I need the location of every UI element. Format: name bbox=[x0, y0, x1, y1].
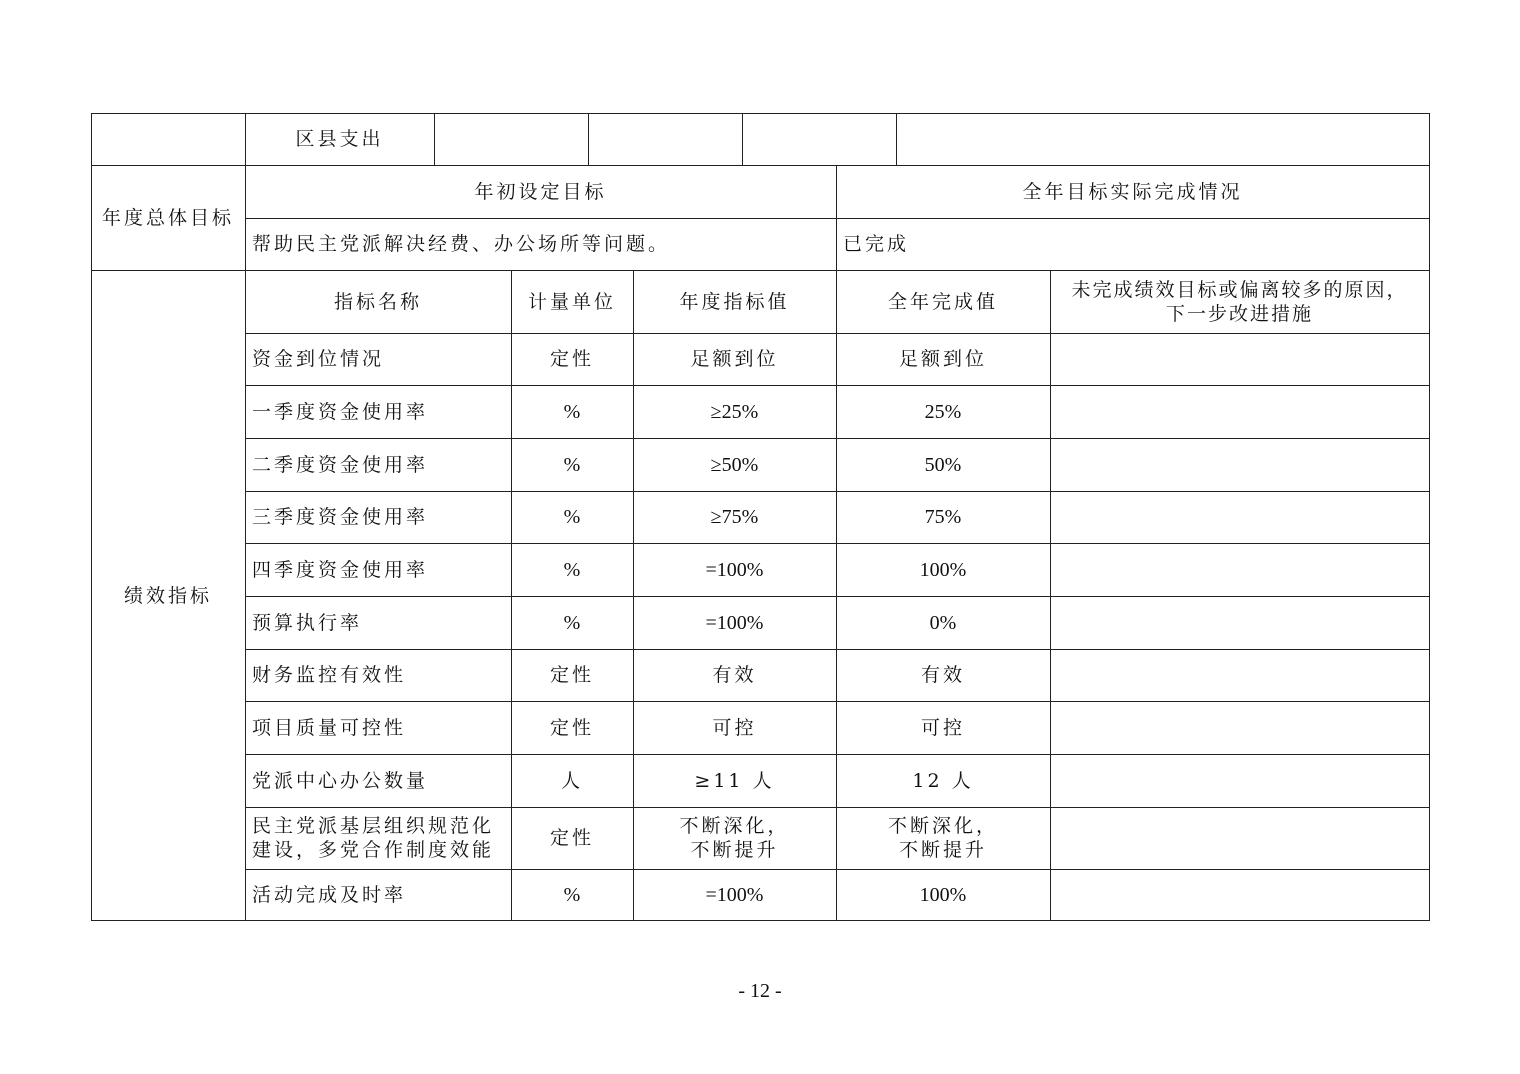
indicator-unit: 定性 bbox=[549, 716, 594, 739]
col-divider bbox=[588, 113, 589, 165]
initial-goal-value: 帮助民主党派解决经费、办公场所等问题。 bbox=[252, 233, 671, 255]
indicator-name: 活动完成及时率 bbox=[252, 883, 407, 906]
indicator-name: 预算执行率 bbox=[252, 611, 363, 634]
header-reason-line1: 未完成绩效目标或偏离较多的原因， bbox=[1071, 278, 1408, 301]
indicator-target: ≥75% bbox=[710, 506, 759, 528]
indicator-actual-line1: 不断深化， bbox=[887, 815, 998, 837]
header-indicator-name: 指标名称 bbox=[333, 290, 422, 313]
header-reason bbox=[1050, 270, 1429, 333]
actual-completion-value: 已完成 bbox=[843, 233, 910, 255]
region-expenditure-label: 区县支出 bbox=[295, 128, 384, 150]
indicator-target-line2: 不断提升 bbox=[690, 839, 779, 861]
table-border-right bbox=[1429, 113, 1430, 921]
indicator-target-line1: 不断深化， bbox=[679, 815, 790, 837]
indicator-name: 一季度资金使用率 bbox=[252, 400, 429, 423]
header-annual-actual: 全年完成值 bbox=[887, 290, 998, 313]
annual-goal-label: 年度总体目标 bbox=[101, 206, 234, 229]
indicator-unit: % bbox=[563, 883, 581, 906]
indicator-target: =100% bbox=[705, 558, 764, 581]
indicator-unit: 人 bbox=[560, 769, 583, 792]
indicator-unit: % bbox=[563, 400, 581, 423]
performance-indicator-label: 绩效指标 bbox=[123, 584, 212, 607]
indicator-target: =100% bbox=[705, 883, 764, 906]
indicator-actual: 25% bbox=[924, 400, 962, 423]
col-divider bbox=[434, 113, 435, 165]
initial-goal-header: 年初设定目标 bbox=[474, 180, 607, 203]
header-reason-line2: 下一步改进措施 bbox=[1165, 302, 1313, 325]
indicator-target: ≥11 人 bbox=[694, 769, 775, 792]
indicator-actual: 100% bbox=[919, 883, 967, 906]
indicator-unit: 定性 bbox=[549, 664, 594, 686]
indicator-actual-line2: 不断提升 bbox=[898, 839, 987, 861]
indicator-name: 四季度资金使用率 bbox=[252, 558, 429, 581]
col-divider bbox=[742, 113, 743, 165]
indicator-target: ≥25% bbox=[710, 400, 759, 423]
indicator-target: ≥50% bbox=[710, 453, 759, 476]
indicator-unit: % bbox=[563, 558, 581, 581]
indicator-target: 可控 bbox=[712, 716, 757, 739]
header-unit: 计量单位 bbox=[527, 290, 616, 313]
indicator-actual bbox=[836, 807, 1050, 869]
indicator-name: 资金到位情况 bbox=[252, 348, 385, 370]
indicator-unit: 定性 bbox=[549, 827, 594, 849]
indicator-actual: 12 人 bbox=[912, 769, 974, 792]
indicator-actual: 50% bbox=[924, 453, 962, 476]
performance-table bbox=[91, 113, 1429, 921]
indicator-target: 有效 bbox=[712, 664, 757, 686]
indicator-name: 二季度资金使用率 bbox=[252, 453, 429, 476]
indicator-unit: % bbox=[563, 611, 581, 634]
indicator-actual: 0% bbox=[929, 611, 957, 634]
indicator-actual: 100% bbox=[919, 558, 967, 581]
indicator-name-line1: 民主党派基层组织规范化 bbox=[252, 815, 495, 837]
indicator-name bbox=[245, 807, 511, 869]
indicator-target: =100% bbox=[705, 611, 764, 634]
indicator-target: 足额到位 bbox=[690, 348, 779, 370]
indicator-name: 项目质量可控性 bbox=[252, 716, 407, 739]
indicator-unit: % bbox=[563, 506, 581, 528]
indicator-actual: 有效 bbox=[920, 664, 965, 686]
table-border-bottom bbox=[91, 920, 1429, 921]
indicator-name: 三季度资金使用率 bbox=[252, 506, 429, 528]
indicator-target bbox=[633, 807, 836, 869]
header-annual-target: 年度指标值 bbox=[679, 290, 790, 313]
indicator-name: 党派中心办公数量 bbox=[252, 769, 429, 792]
indicator-name-line2: 建设，多党合作制度效能 bbox=[252, 839, 495, 861]
page-number: - 12 - bbox=[738, 980, 782, 1002]
indicator-actual: 75% bbox=[924, 506, 962, 528]
indicator-actual: 足额到位 bbox=[898, 348, 987, 370]
indicator-actual: 可控 bbox=[920, 716, 965, 739]
indicator-name: 财务监控有效性 bbox=[252, 664, 407, 686]
col-divider bbox=[1050, 270, 1051, 921]
indicator-unit: 定性 bbox=[549, 348, 594, 370]
actual-completion-header: 全年目标实际完成情况 bbox=[1022, 180, 1243, 203]
col-divider bbox=[896, 113, 897, 165]
indicator-unit: % bbox=[563, 453, 581, 476]
